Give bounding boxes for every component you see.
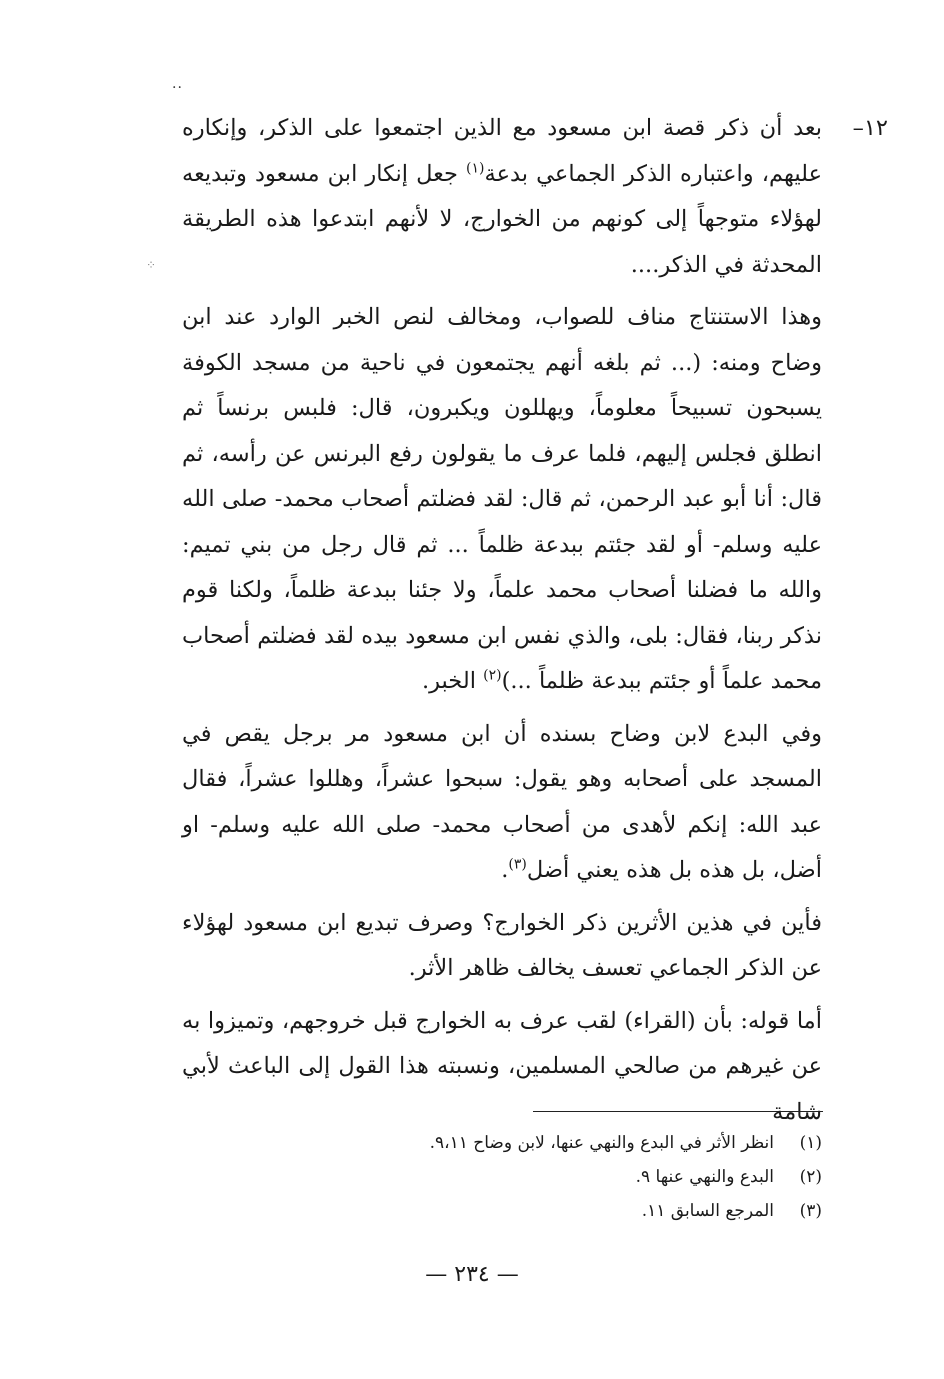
paragraph-text: وفي البدع لابن وضاح بسنده أن ابن مسعود مر برجل يقص في المسجد على أصحابه وهو يقول: سبحوا عشراً، وهللوا عشراً، فقال عبد الله: إنكم لأهدى من أصحاب محمد- صلى الله عليه وسلم- او أضل، بل هذه بل هذه يعني أضل <box>182 720 822 883</box>
footnote-text: انظر الأثر في البدع والنهي عنها، لابن وضاح ٩،١١. <box>429 1133 774 1153</box>
paragraph-text: . <box>501 857 509 883</box>
paragraph-text: جعل إنكار ابن مسعود وتبديعه لهؤلاء متوجهاً إلى كونهم من الخوارج، لا لأنهم ابتدعوا هذه الطريقة المحدثة في الذكر.... <box>182 160 822 278</box>
page-number: — ٢٣٤ — <box>425 1262 519 1287</box>
footnote-number: (٣) <box>799 1201 822 1221</box>
scan-speck: ⁘ <box>146 258 157 272</box>
footnote <box>182 1126 822 1160</box>
paragraph-text: وهذا الاستنتاج مناف للصواب، ومخالف لنص الخبر الوارد عند ابن وضاح ومنه: (... ثم بلغه أنهم يجتمعون في ناحية من مسجد الكوفة يسبحون تسبيحاً معلوماً، ويهللون ويكبرون، قال: فلبس برنساً ثم انطلق فجلس إليهم، فلما عرف ما يقولون رفع البرنس عن رأسه، ثم قال: أنا أبو عبد الرحمن، ثم قال: لقد فضلتم أصحاب محمد- صلى الله عليه وسلم- أو لقد جئتم ببدعة ظلماً ... ثم قال رجل من بني تميم: والله ما فضلنا أصحاب محمد علماً، ولا جئنا ببدعة ظلماً، ولكنا قوم نذكر ربنا، فقال: بلى، والذي نفس ابن مسعود بيده لقد فضلتم أصحاب محمد علماً أو جئتم ببدعة ظلماً ...) <box>182 304 822 694</box>
paragraph <box>182 295 822 705</box>
stray-mark: .. <box>172 76 183 92</box>
footnote-ref: (٢) <box>483 667 502 684</box>
paragraph-text: الخبر. <box>421 668 484 694</box>
paragraph-text: بعد أن ذكر قصة ابن مسعود مع الذين اجتمعوا على الذكر، وإنكاره عليهم، واعتباره الذكر الجماعي بدعة <box>182 115 822 187</box>
paragraph-text: فأين في هذين الأثرين ذكر الخوارج؟ وصرف تبديع ابن مسعود لهؤلاء عن الذكر الجماعي تعسف يخالف ظاهر الأثر. <box>182 909 822 981</box>
item-number: ١٢– <box>852 115 888 141</box>
footnote <box>182 1160 822 1194</box>
main-text <box>182 106 888 1142</box>
footnote-divider <box>533 1111 823 1112</box>
footnote-number: (٢) <box>799 1167 822 1187</box>
paragraph-item-12 <box>182 106 888 288</box>
footnote-ref: (٣) <box>508 856 527 873</box>
paragraph <box>182 901 822 992</box>
footnote-ref: (١) <box>466 160 485 176</box>
paragraph-text: أما قوله: بأن (القراء) لقب عرف به الخوارج قبل خروجهم، وتميزوا به عن غيرهم من صالحي المسلمين، ونسبته هذا القول إلى الباعث لأبي شامة <box>182 1007 822 1125</box>
footnote-number: (١) <box>799 1133 822 1153</box>
paragraph <box>182 999 822 1136</box>
footnotes <box>182 1126 822 1228</box>
paragraph <box>182 712 822 894</box>
footnote <box>182 1194 822 1228</box>
footnote-text: المرجع السابق ١١. <box>641 1201 774 1221</box>
footnote-text: البدع والنهي عنها ٩. <box>635 1167 774 1187</box>
